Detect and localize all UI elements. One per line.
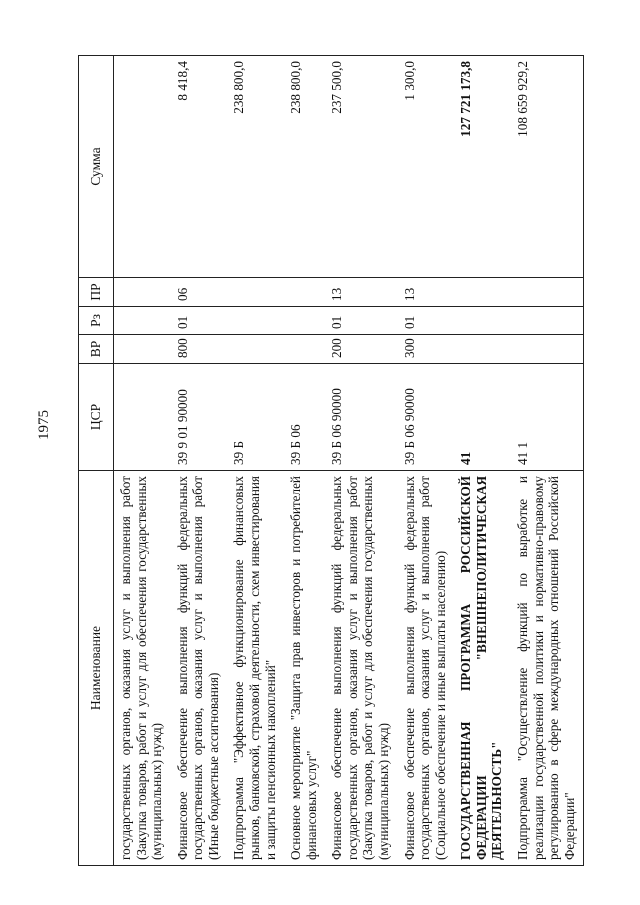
row-name: Подпрограмма "Эффективное функционирование финансовых рынков, банковской, страховой деятельности, схем инвестирования и защиты пенсионных накоплений"	[227, 471, 284, 866]
table-row	[398, 56, 455, 866]
row-vr: 300	[398, 335, 455, 364]
row-sum	[113, 56, 170, 278]
row-pr	[511, 278, 584, 307]
row-pr	[284, 278, 325, 307]
row-vr	[511, 335, 584, 364]
row-rz: 01	[325, 307, 397, 335]
row-rz: 01	[171, 307, 228, 335]
row-sum: 237 500,0	[325, 56, 397, 278]
row-rz	[454, 307, 511, 335]
row-name: Финансовое обеспечение выполнения функций федеральных государственных органов, оказания услуг и выполнения работ (Иные бюджетные ассигнования)	[171, 471, 228, 866]
row-rz	[113, 307, 170, 335]
column-header-rz: Рз	[79, 307, 114, 335]
row-name: ГОСУДАРСТВЕННАЯ ПРОГРАММА РОССИЙСКОЙ ФЕДЕРАЦИИ "ВНЕШНЕПОЛИТИЧЕСКАЯ ДЕЯТЕЛЬНОСТЬ"	[454, 471, 511, 866]
budget-table	[78, 55, 584, 866]
row-vr	[227, 335, 284, 364]
row-name: Основное мероприятие "Защита прав инвесторов и потребителей финансовых услуг"	[284, 471, 325, 866]
row-csr: 39 Б 06 90000	[398, 364, 455, 471]
column-header-csr: ЦСР	[79, 364, 114, 471]
table-row	[284, 56, 325, 866]
budget-table-body	[113, 56, 583, 866]
row-csr	[113, 364, 170, 471]
row-csr: 39 Б 06 90000	[325, 364, 397, 471]
row-vr: 800	[171, 335, 228, 364]
row-pr	[454, 278, 511, 307]
row-vr	[113, 335, 170, 364]
row-sum: 238 800,0	[227, 56, 284, 278]
row-pr	[227, 278, 284, 307]
row-csr: 41	[454, 364, 511, 471]
table-row	[325, 56, 397, 866]
row-vr	[284, 335, 325, 364]
row-sum: 127 721 173,8	[454, 56, 511, 278]
table-row	[227, 56, 284, 866]
row-vr	[454, 335, 511, 364]
row-sum: 108 659 929,2	[511, 56, 584, 278]
row-name: Подпрограмма "Осуществление функций по выработке и реализации государственной политики и нормативно-правовому регулированию в сфере международных отношений Российской Федерации"	[511, 471, 584, 866]
row-csr: 41 1	[511, 364, 584, 471]
row-pr	[113, 278, 170, 307]
table-row	[511, 56, 584, 866]
row-sum: 1 300,0	[398, 56, 455, 278]
row-rz	[511, 307, 584, 335]
page-number: 1975	[36, 410, 52, 440]
row-rz: 01	[398, 307, 455, 335]
row-rz	[284, 307, 325, 335]
row-rz	[227, 307, 284, 335]
row-name: Финансовое обеспечение выполнения функций федеральных государственных органов, оказания услуг и выполнения работ (Закупка товаров, работ и услуг для обеспечения государственных (муниципальных) нужд)	[325, 471, 397, 866]
budget-sheet	[78, 56, 628, 866]
row-csr: 39 9 01 90000	[171, 364, 228, 471]
column-header-vr: ВР	[79, 335, 114, 364]
table-row	[171, 56, 228, 866]
row-pr: 06	[171, 278, 228, 307]
row-pr: 13	[325, 278, 397, 307]
column-header-sum: Сумма	[79, 56, 114, 278]
table-header-row	[79, 56, 114, 866]
row-pr: 13	[398, 278, 455, 307]
row-name: государственных органов, оказания услуг и выполнения работ (Закупка товаров, работ и услуг для обеспечения государственных (муниципальных) нужд)	[113, 471, 170, 866]
column-header-pr: ПР	[79, 278, 114, 307]
row-csr: 39 Б 06	[284, 364, 325, 471]
row-vr: 200	[325, 335, 397, 364]
table-row	[113, 56, 170, 866]
column-header-name: Наименование	[79, 471, 114, 866]
table-row	[454, 56, 511, 866]
row-csr: 39 Б	[227, 364, 284, 471]
row-sum: 8 418,4	[171, 56, 228, 278]
row-sum: 238 800,0	[284, 56, 325, 278]
row-name: Финансовое обеспечение выполнения функций федеральных государственных органов, оказания услуг и выполнения работ (Социальное обеспечение и иные выплаты населению)	[398, 471, 455, 866]
